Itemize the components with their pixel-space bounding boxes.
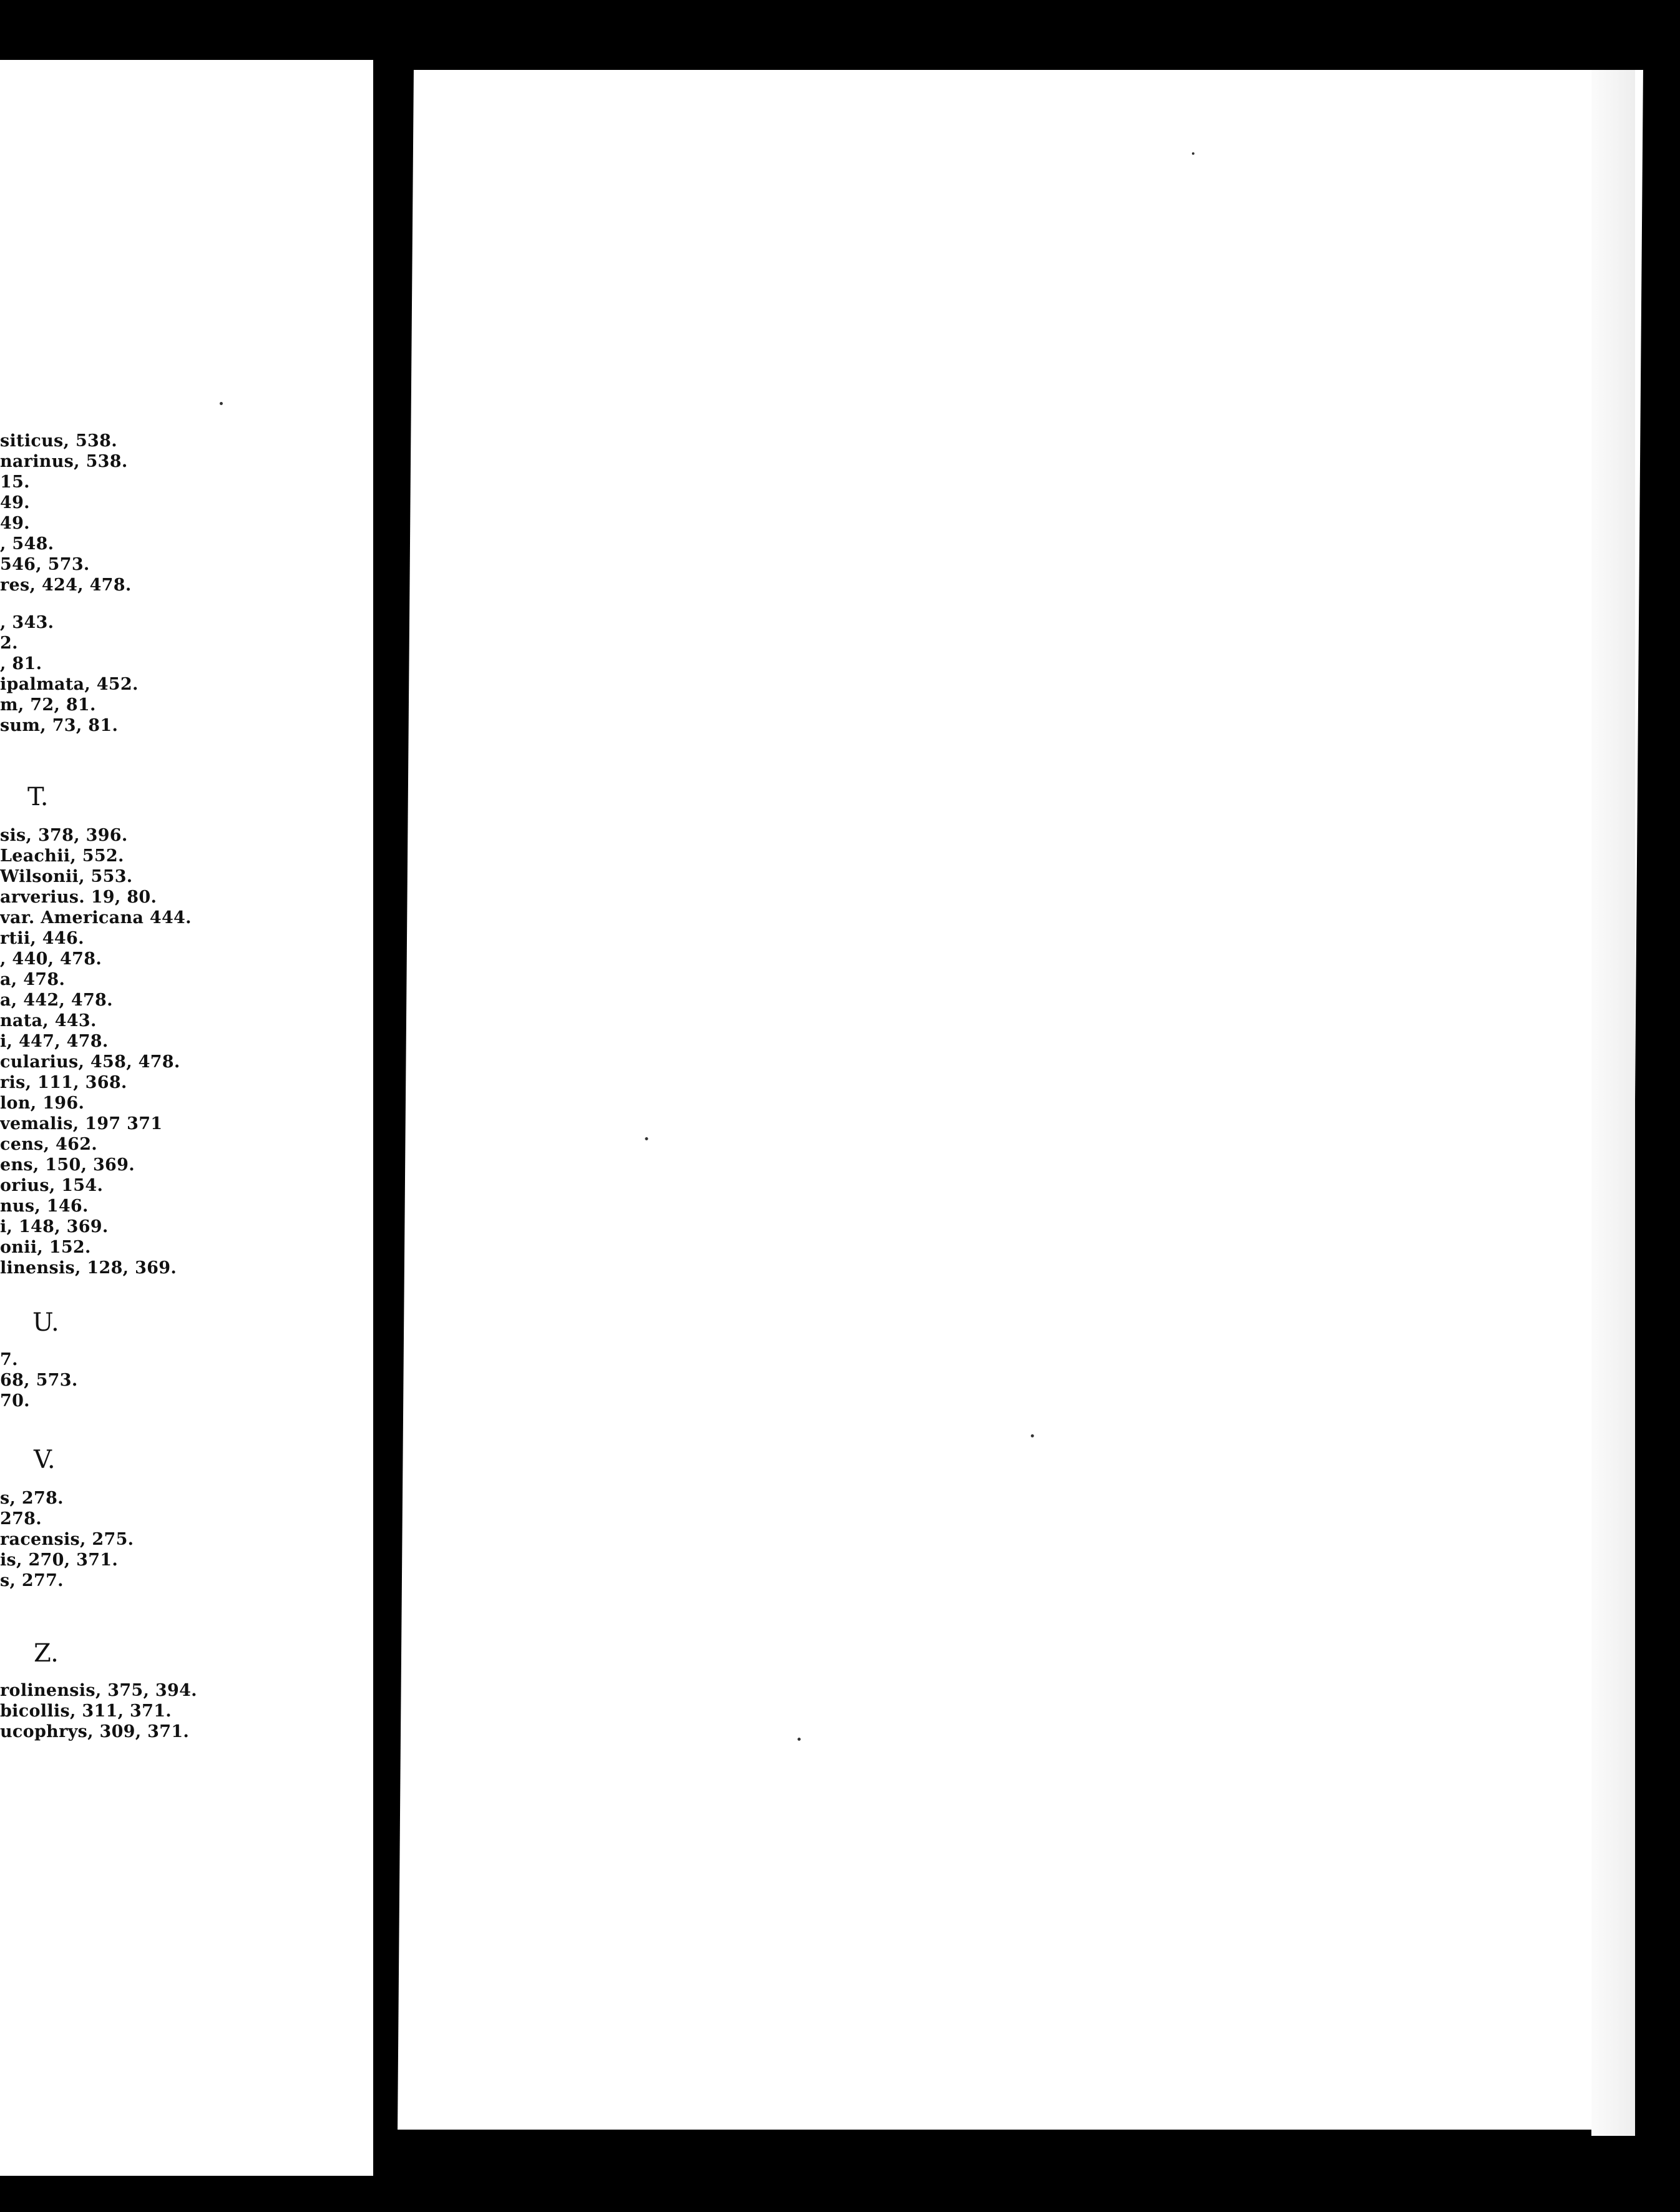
speck — [1031, 1434, 1034, 1437]
index-entry: m, 72, 81. — [0, 695, 96, 715]
left-index-page — [0, 60, 373, 2176]
index-entry: a, 478. — [0, 970, 66, 989]
index-entry: i, 148, 369. — [0, 1217, 109, 1236]
index-section-z — [0, 1680, 373, 1742]
index-entry: res, 424, 478. — [0, 575, 132, 595]
index-entry: arverius. 19, 80. — [0, 888, 157, 907]
index-entry: sum, 73, 81. — [0, 716, 119, 735]
speck — [220, 402, 223, 405]
section-letter-v: V. — [34, 1446, 56, 1474]
index-entry: , 81. — [0, 654, 42, 673]
index-entry: 546, 573. — [0, 555, 90, 574]
index-entry: nus, 146. — [0, 1197, 89, 1216]
index-entry: ucophrys, 309, 371. — [0, 1722, 190, 1741]
index-section-t — [0, 825, 373, 1278]
index-entry: narinus, 538. — [0, 452, 128, 471]
index-gap — [0, 595, 373, 612]
index-entry: 49. — [0, 493, 30, 512]
index-entry: , 343. — [0, 613, 54, 632]
index-entry: rolinensis, 375, 394. — [0, 1681, 197, 1700]
index-entry: s, 277. — [0, 1571, 64, 1590]
index-section-v — [0, 1488, 373, 1591]
index-entry: 15. — [0, 472, 30, 492]
right-page-edge — [1591, 70, 1635, 2136]
section-letter-t: T. — [27, 783, 49, 811]
index-entry: is, 270, 371. — [0, 1550, 119, 1570]
index-entry: 2. — [0, 634, 18, 653]
speck — [645, 1137, 648, 1140]
index-entry: cens, 462. — [0, 1135, 98, 1154]
index-entry: sis, 378, 396. — [0, 826, 128, 845]
speck — [798, 1738, 801, 1741]
index-entry: i, 447, 478. — [0, 1032, 109, 1051]
speck — [1192, 152, 1194, 155]
index-entry: 70. — [0, 1391, 30, 1411]
section-letter-z: Z. — [34, 1639, 59, 1668]
index-entry: 49. — [0, 514, 30, 533]
index-entry: var. Americana 444. — [0, 908, 192, 927]
index-entry: nata, 443. — [0, 1011, 97, 1030]
index-entry: racensis, 275. — [0, 1530, 134, 1549]
index-entry: vemalis, 197 371 — [0, 1114, 163, 1133]
index-entry: rtii, 446. — [0, 929, 84, 948]
index-entry: , 440, 478. — [0, 949, 102, 969]
right-blank-page — [398, 70, 1643, 2130]
index-entry: 278. — [0, 1509, 42, 1529]
index-entry: ipalmata, 452. — [0, 675, 139, 694]
index-entry: linensis, 128, 369. — [0, 1258, 177, 1278]
index-entry: siticus, 538. — [0, 431, 117, 451]
index-entry: onii, 152. — [0, 1238, 91, 1257]
index-entry: lon, 196. — [0, 1094, 85, 1113]
index-section-u — [0, 1349, 373, 1411]
index-entry: 7. — [0, 1350, 18, 1369]
index-entry: s, 278. — [0, 1489, 64, 1508]
section-letter-u: U. — [32, 1308, 59, 1337]
index-entry: Wilsonii, 553. — [0, 867, 133, 886]
index-entry: 68, 573. — [0, 1371, 78, 1390]
index-entry: Leachii, 552. — [0, 846, 124, 866]
index-section-s — [0, 431, 373, 736]
index-entry: bicollis, 311, 371. — [0, 1701, 172, 1721]
index-entry: orius, 154. — [0, 1176, 104, 1195]
index-entry: a, 442, 478. — [0, 991, 113, 1010]
index-entry: , 548. — [0, 534, 54, 554]
index-entry: cularius, 458, 478. — [0, 1052, 180, 1072]
index-entry: ens, 150, 369. — [0, 1155, 135, 1175]
index-entry: ris, 111, 368. — [0, 1073, 127, 1092]
